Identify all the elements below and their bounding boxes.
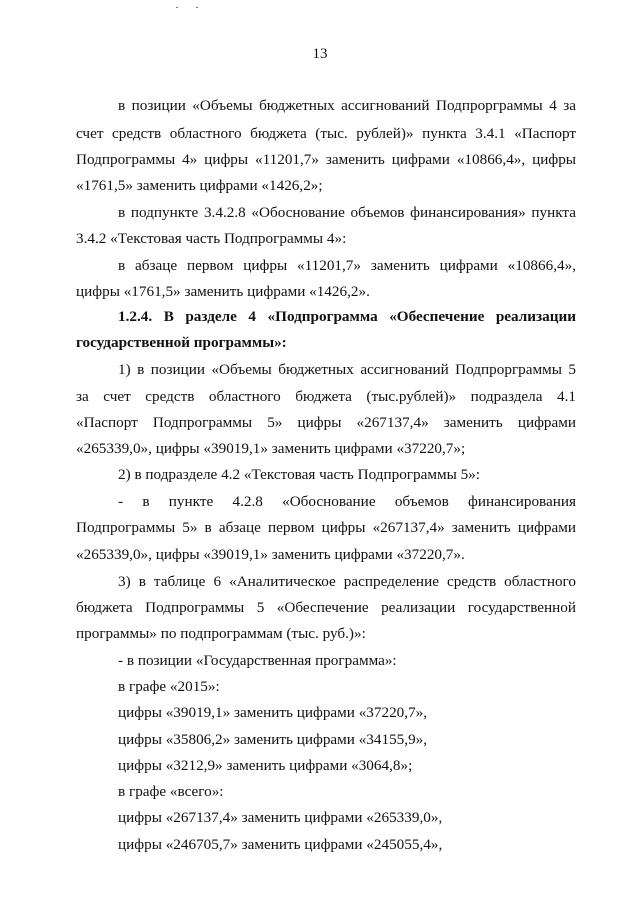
text-line: счет средств областного бюджета (тыс. рублей)» пункта 3.4.1 «Паспорт bbox=[76, 125, 576, 142]
text-line: в позиции «Объемы бюджетных ассигнований Подпрорграммы 4 за bbox=[118, 97, 576, 114]
text-line: «265339,0», цифры «39019,1» заменить цифрами «37220,7»; bbox=[76, 440, 466, 457]
text-line: цифры «1761,5» заменить цифрами «1426,2». bbox=[76, 283, 370, 300]
text-line: цифры «3212,9» заменить цифрами «3064,8»; bbox=[118, 757, 413, 774]
scan-mark bbox=[176, 7, 178, 8]
text-line: программы» по подпрограммам (тыс. руб.)»: bbox=[76, 625, 366, 642]
text-line: цифры «246705,7» заменить цифрами «245055,4», bbox=[118, 836, 443, 853]
text-line: 1) в позиции «Объемы бюджетных ассигнований Подпрорграммы 5 bbox=[118, 361, 576, 378]
text-line: - в пункте 4.2.8 «Обоснование объемов финансирования bbox=[118, 493, 576, 510]
text-line: за счет средств областного бюджета (тыс.рублей)» подраздела 4.1 bbox=[76, 388, 576, 405]
text-line: в графе «всего»: bbox=[118, 783, 224, 800]
text-line: цифры «267137,4» заменить цифрами «265339,0», bbox=[118, 809, 443, 826]
text-line: 2) в подразделе 4.2 «Текстовая часть Подпрограммы 5»: bbox=[118, 466, 480, 483]
text-line: в подпункте 3.4.2.8 «Обоснование объемов финансирования» пункта bbox=[118, 204, 576, 221]
text-line: 3.4.2 «Текстовая часть Подпрограммы 4»: bbox=[76, 230, 347, 247]
text-line: «265339,0», цифры «39019,1» заменить цифрами «37220,7». bbox=[76, 546, 465, 563]
page-number: 13 bbox=[312, 46, 328, 62]
text-line: цифры «35806,2» заменить цифрами «34155,9», bbox=[118, 731, 428, 748]
text-line: - в позиции «Государственная программа»: bbox=[118, 652, 397, 669]
text-line: в абзаце первом цифры «11201,7» заменить цифрами «10866,4», bbox=[118, 257, 576, 274]
text-line: 3) в таблице 6 «Аналитическое распределение средств областного bbox=[118, 573, 576, 590]
text-line: Подпрограммы 4» цифры «11201,7» заменить цифрами «10866,4», цифры bbox=[76, 151, 576, 168]
text-line: «Паспорт Подпрограммы 5» цифры «267137,4» заменить цифрами bbox=[76, 414, 576, 431]
scan-mark bbox=[196, 7, 198, 8]
text-line: бюджета Подпрограммы 5 «Обеспечение реализации государственной bbox=[76, 599, 576, 616]
text-line: в графе «2015»: bbox=[118, 678, 220, 695]
text-line: «1761,5» заменить цифрами «1426,2»; bbox=[76, 177, 323, 194]
section-heading-line: 1.2.4. В разделе 4 «Подпрограмма «Обеспечение реализации bbox=[118, 308, 576, 325]
text-line: цифры «39019,1» заменить цифрами «37220,7», bbox=[118, 704, 428, 721]
section-heading-line: государственной программы»: bbox=[76, 334, 287, 351]
text-line: Подпрограммы 5» в абзаце первом цифры «267137,4» заменить цифрами bbox=[76, 519, 576, 536]
